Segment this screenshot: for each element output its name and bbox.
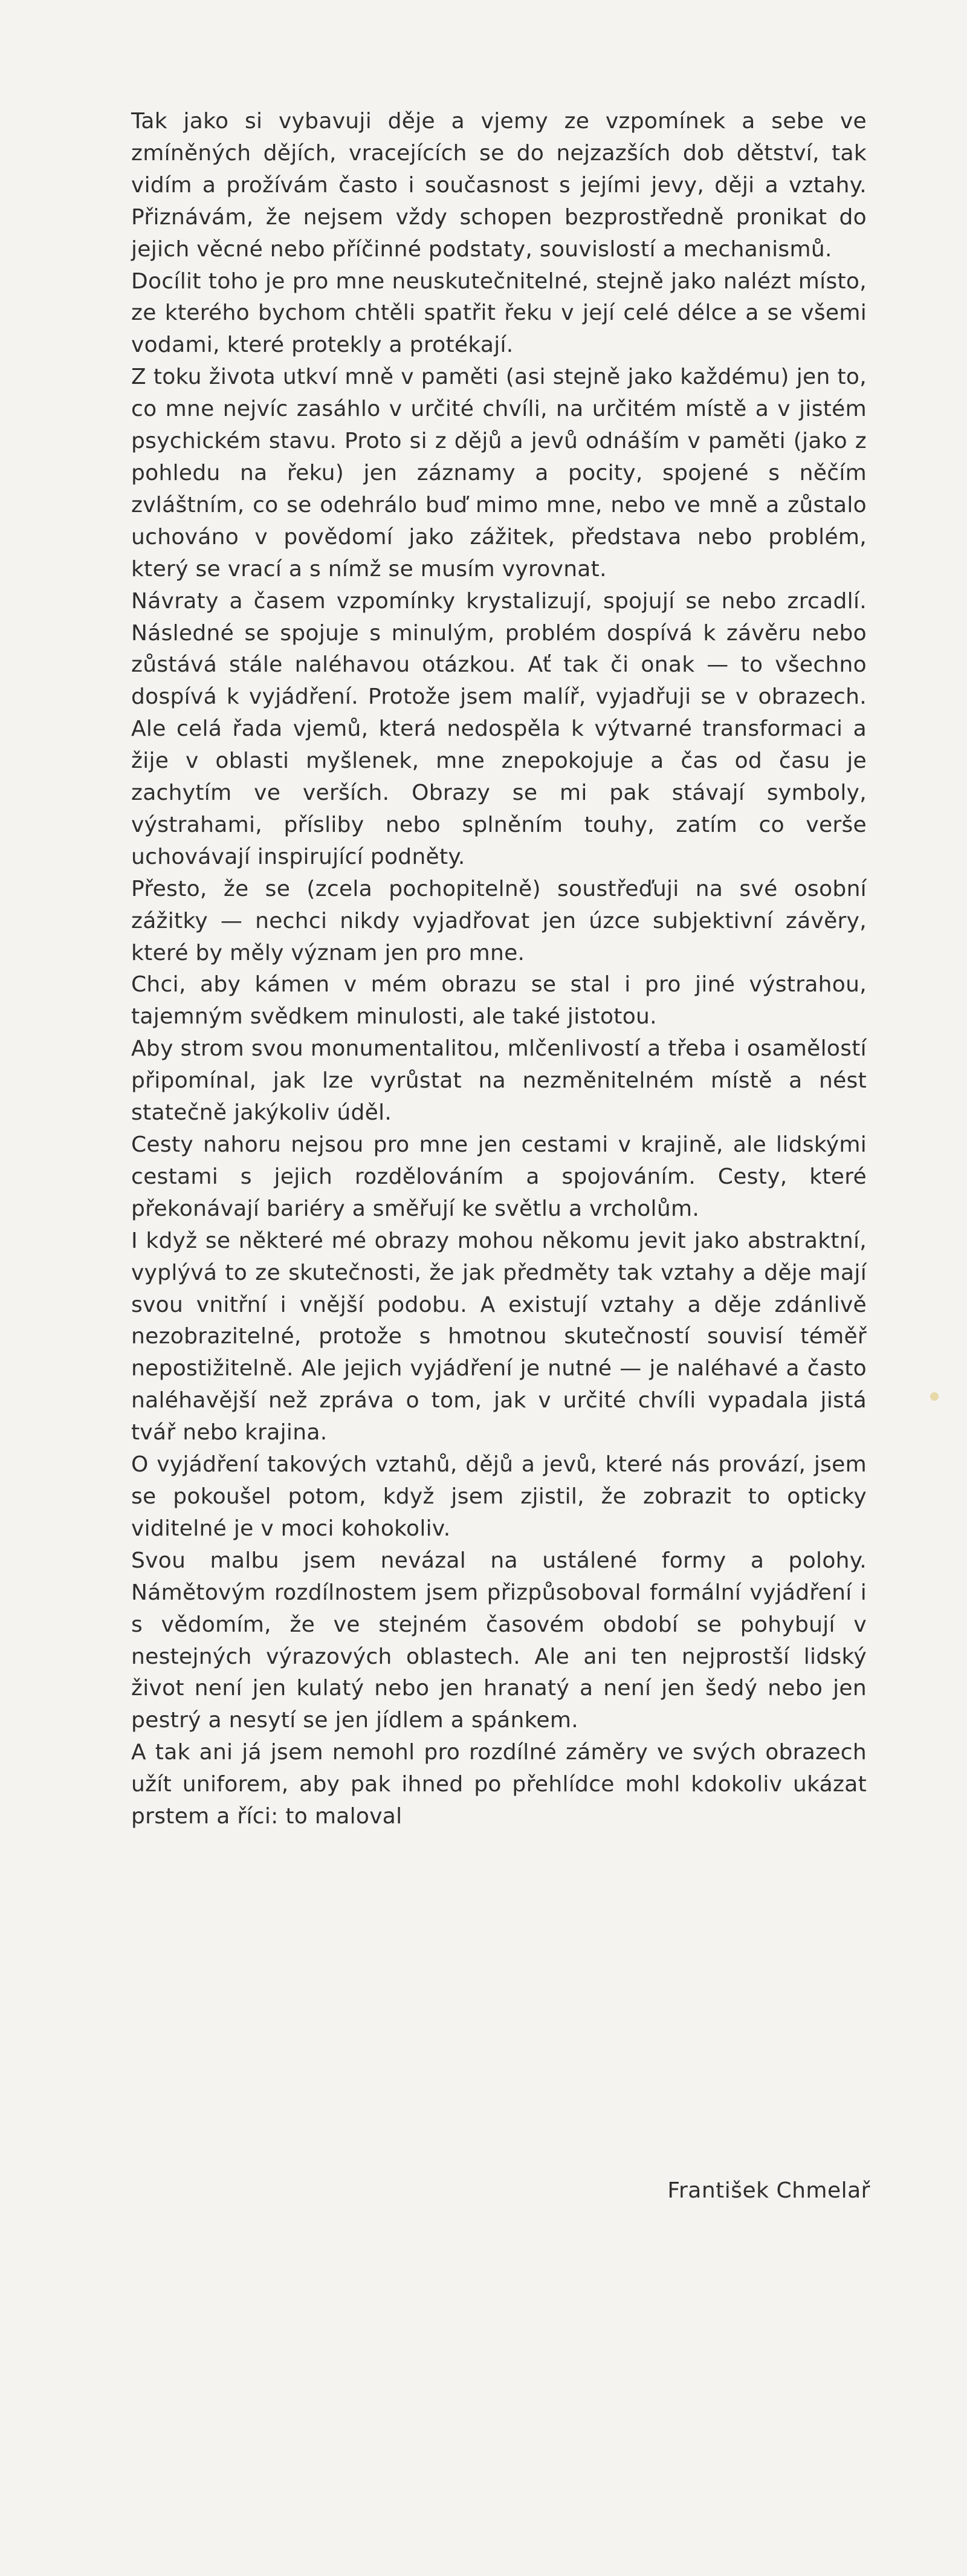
paragraph: I když se některé mé obrazy mohou někomu jevit jako abstraktní, vyplývá to ze skutečnosti, že jak předměty tak vztahy a děje mají svou vnitřní i vnější podobu. A existují vztahy a děje zdánlivě nezobrazitelné, protože s hmotnou skutečností souvisí téměř nepostižitelně. Ale jejich vyjádření je nutné — je naléhavé a často naléhavější než zpráva o tom, jak v určité chvíli vypadala jistá tvář nebo krajina. (131, 1228, 867, 1445)
paragraph: Návraty a časem vzpomínky krystalizují, spojují se nebo zrcadlí. Následné se spojuje s minulým, problém dospívá k závěru nebo zůstává stále naléhavou otázkou. Ať tak či onak — to všechno dospívá k vyjádření. Protože jsem malíř, vyjadřuji se v obrazech. Ale celá řada vjemů, která nedospěla k výtvarné transformaci a žije v oblasti myšlenek, mne znepokojuje a čas od času je zachytím ve verších. Obrazy se mi pak stávají symboly, výstrahami, přísliby nebo splněním touhy, zatím co verše uchovávají inspirující podněty. (131, 588, 867, 869)
paragraph: Přesto, že se (zcela pochopitelně) soustřeďuji na své osobní zážitky — nechci nikdy vyjadřovat jen úzce subjektivní závěry, které by měly význam jen pro mne. (131, 876, 867, 965)
margin-spot (930, 1392, 939, 1401)
paragraph: Tak jako si vybavuji děje a vjemy ze vzpomínek a sebe ve zmíněných dějích, vracejících se do nejzazších dob dětství, tak vidím a prožívám často i současnost s jejími jevy, ději a vztahy. Přiznávám, že nejsem vždy schopen bezprostředně pronikat do jejich věcné nebo příčinné podstaty, souvislostí a mechanismů. (131, 109, 867, 262)
paragraph: Cesty nahoru nejsou pro mne jen cestami v krajině, ale lidskými cestami s jejich rozdělováním a spojováním. Cesty, které překonávají bariéry a směřují ke světlu a vrcholům. (131, 1132, 867, 1221)
paragraph: Svou malbu jsem nevázal na ustálené formy a polohy. Námětovým rozdílnostem jsem přizpůsoboval formální vyjádření i s vědomím, že ve stejném časovém období se pohybují v nestejných výrazových oblastech. Ale ani ten nejprostší lidský život není jen kulatý nebo jen hranatý a není jen šedý nebo jen pestrý a nesytí se jen jídlem a spánkem. (131, 1548, 867, 1733)
paragraph: A tak ani já jsem nemohl pro rozdílné záměry ve svých obrazech užít uniforem, aby pak ihned po přehlídce mohl kdokoliv ukázat prstem a říci: to maloval (131, 1740, 867, 1829)
paragraph: Chci, aby kámen v mém obrazu se stal i pro jiné výstrahou, tajemným svědkem minulosti, ale také jistotou. (131, 972, 867, 1030)
paragraph: Aby strom svou monumentalitou, mlčenlivostí a třeba i osamělostí připomínal, jak lze vyrůstat na nezměnitelném místě a nést statečně jakýkoliv úděl. (131, 1036, 867, 1126)
paragraph: Docílit toho je pro mne neuskutečnitelné, stejně jako nalézt místo, ze kterého bychom chtěli spatřit řeku v její celé délce a se všemi vodami, které protekly a protékají. (131, 268, 867, 358)
author-signature: František Chmelař (667, 2178, 870, 2203)
paragraph: O vyjádření takových vztahů, dějů a jevů, které nás provází, jsem se pokoušel potom, když jsem zjistil, že zobrazit to opticky viditelné je v moci kohokoliv. (131, 1452, 867, 1541)
paragraph: Z toku života utkví mně v paměti (asi stejně jako každému) jen to, co mne nejvíc zasáhlo v určité chvíli, na určitém místě a v jistém psychickém stavu. Proto si z dějů a jevů odnáším v paměti (jako z pohledu na řeku) jen záznamy a pocity, spojené s něčím zvláštním, co se odehrálo buď mimo mne, nebo ve mně a zůstalo uchováno v povědomí jako zážitek, představa nebo problém, který se vrací a s nímž se musím vyrovnat. (131, 365, 867, 582)
essay-body (131, 106, 867, 1833)
